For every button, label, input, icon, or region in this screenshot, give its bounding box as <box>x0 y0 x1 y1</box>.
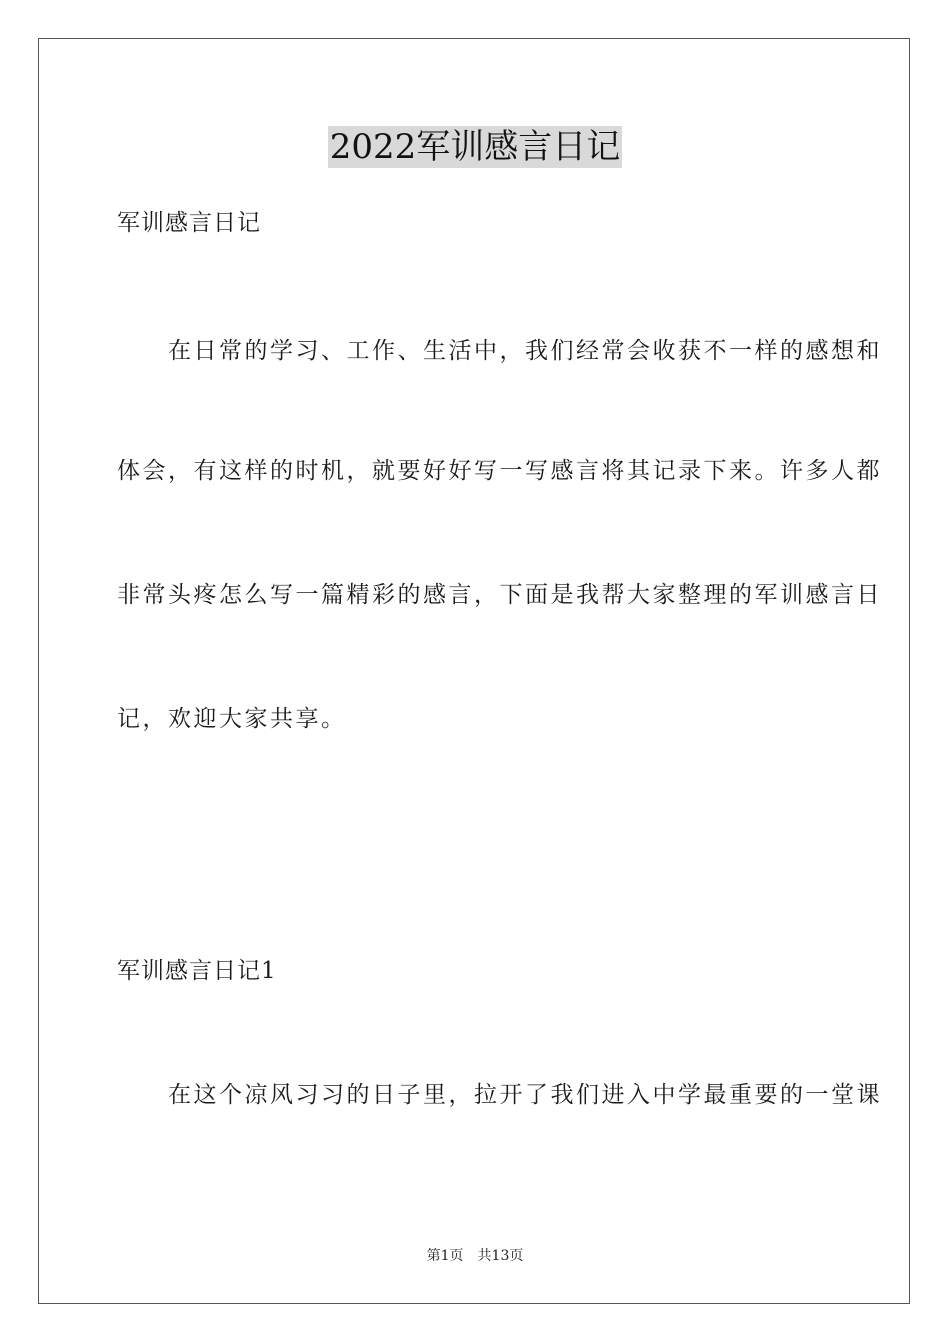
document-title: 2022军训感言日记 <box>329 127 621 167</box>
page-number: 第1页 <box>426 1248 464 1264</box>
section-heading: 军训感言日记1 <box>117 958 277 984</box>
intro-line-3: 非常头疼怎么写一篇精彩的感言，下面是我帮大家整理的军训感言日 <box>117 582 882 608</box>
document-subtitle: 军训感言日记 <box>117 210 261 236</box>
section-line-1: 在这个凉风习习的日子里，拉开了我们进入中学最重要的一堂课 <box>117 1082 882 1108</box>
intro-line-1: 在日常的学习、工作、生活中，我们经常会收获不一样的感想和 <box>117 338 882 364</box>
title-container <box>0 126 950 168</box>
intro-line-4: 记，欢迎大家共享。 <box>117 706 347 732</box>
intro-line-2: 体会，有这样的时机，就要好好写一写感言将其记录下来。许多人都 <box>117 458 882 484</box>
page-total: 共13页 <box>477 1248 524 1264</box>
page-footer <box>0 1246 950 1266</box>
